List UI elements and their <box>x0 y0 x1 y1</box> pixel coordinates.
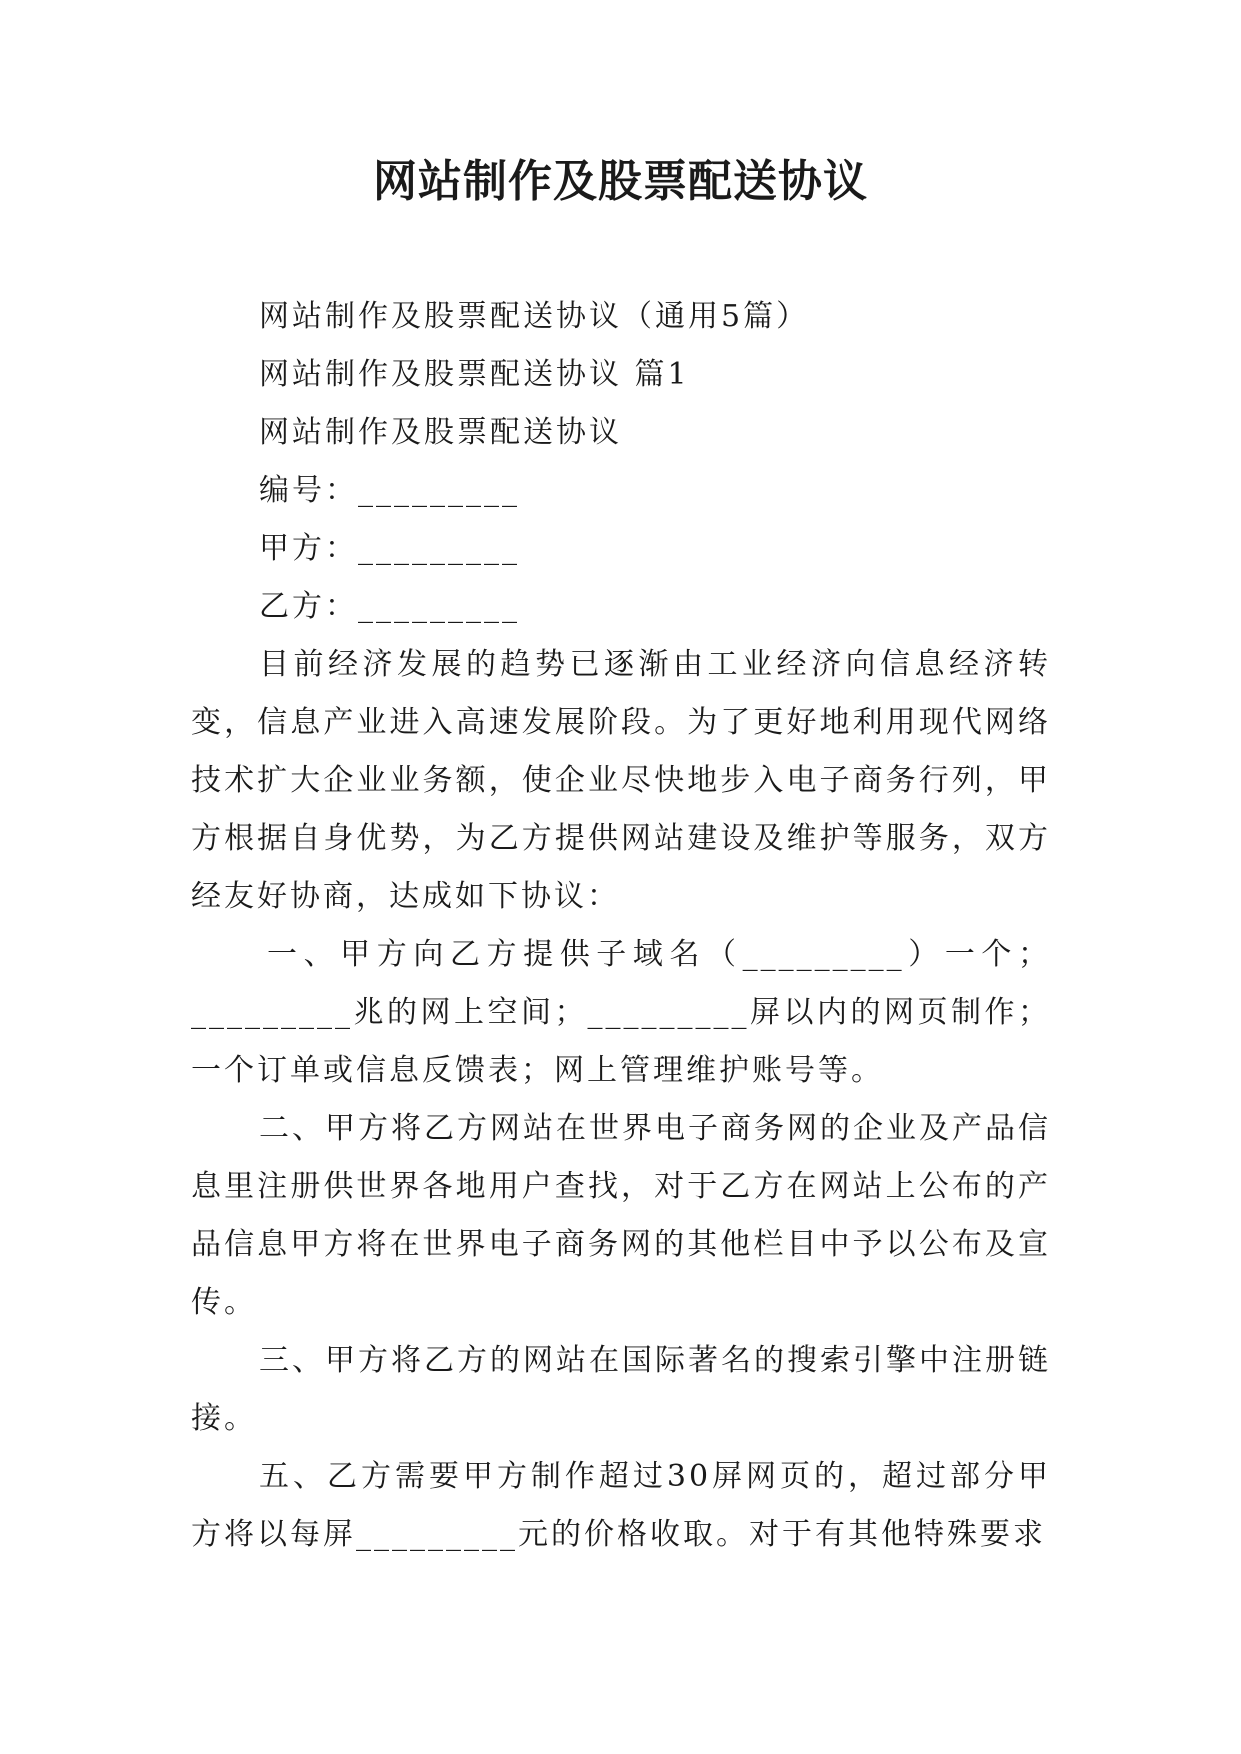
field-party-a: 甲方：_________ <box>259 531 520 566</box>
field-number: 编号：_________ <box>259 473 520 508</box>
agreement-name: 网站制作及股票配送协议 <box>259 415 622 450</box>
preamble-paragraph: 目前经济发展的趋势已逐渐由工业经济向信息经济转变，信息产业进入高速发展阶段。为了更好地利用现代网络技术扩大企业业务额，使企业尽快地步入电子商务行列，甲方根据自身优势，为乙方提供网站建设及维护等服务，双方经友好协商，达成如下协议： <box>191 647 1051 914</box>
clause-3: 三、甲方将乙方的网站在国际著名的搜索引擎中注册链接。 <box>191 1343 1051 1436</box>
section-heading: 网站制作及股票配送协议 篇1 <box>259 357 690 392</box>
field-party-b: 乙方：_________ <box>259 589 520 624</box>
clause-1: 一、甲方向乙方提供子域名（_________）一个；_________兆的网上空间；_________屏以内的网页制作；一个订单或信息反馈表；网上管理维护账号等。 <box>191 937 1051 1088</box>
document-body <box>191 288 1051 1564</box>
clause-5: 五、乙方需要甲方制作超过30屏网页的，超过部分甲方将以每屏_________元的价格收取。对于有其他特殊要求 <box>191 1459 1051 1552</box>
document-title: 网站制作及股票配送协议 <box>373 156 868 207</box>
clause-2: 二、甲方将乙方网站在世界电子商务网的企业及产品信息里注册供世界各地用户查找，对于乙方在网站上公布的产品信息甲方将在世界电子商务网的其他栏目中予以公布及宣传。 <box>191 1111 1051 1320</box>
document-subtitle: 网站制作及股票配送协议（通用5篇） <box>259 299 810 334</box>
